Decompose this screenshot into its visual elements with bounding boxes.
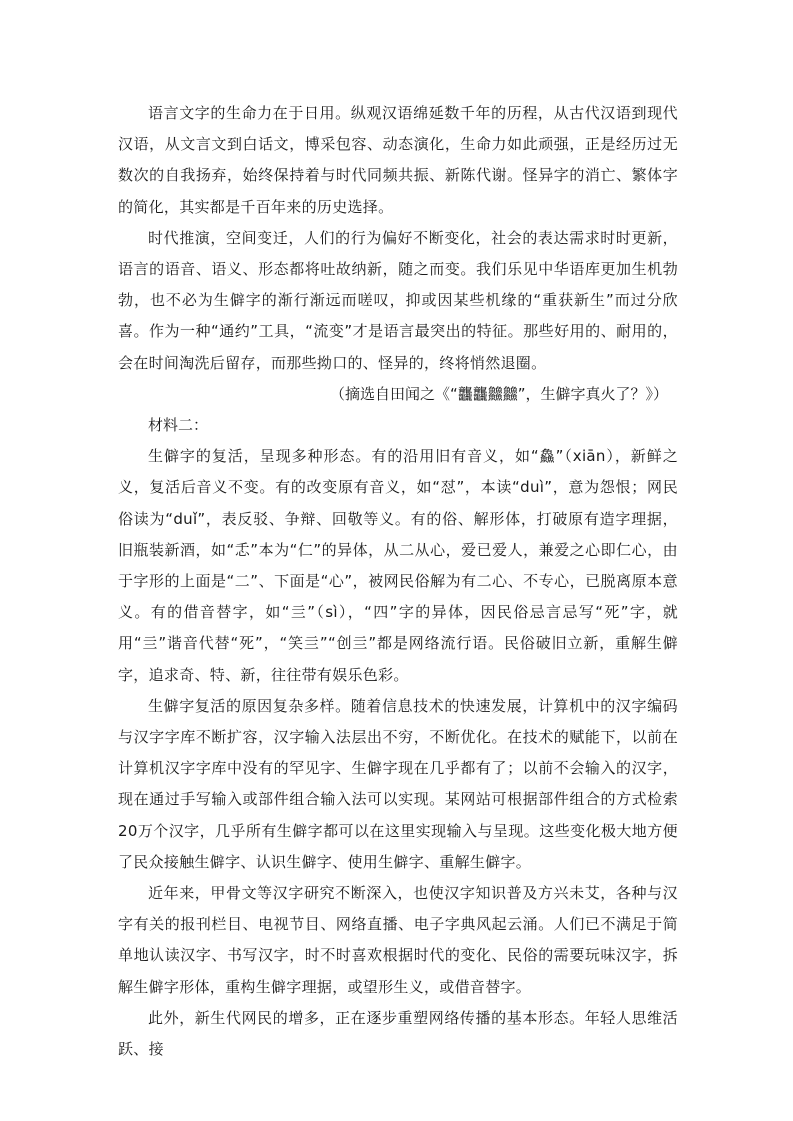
source-citation: （摘选自田闻之《“龘龘䲜䲜”，生僻字真火了？》） bbox=[329, 384, 668, 403]
paragraph-4: 生僻字复活的原因复杂多样。随着信息技术的快速发展，计算机中的汉字编码与汉字字库不断扩容，汉字输入法层出不穷，不断优化。在技术的赋能下，以前在计算机汉字字库中没有的罕见字、生僻字现在几乎都有了；以前不会输入的汉字，现在通过手写输入或部件组合输入法可以实现。某网站可根据部件组合的方式检索 20万个汉字，几乎所有生僻字都可以在这里实现输入与呈现。这些变化极大地方便了民众接触生僻字、认识生僻字、使用生僻字、重解生僻字。 bbox=[118, 696, 678, 871]
document-body bbox=[118, 98, 678, 1065]
section-heading: 材料二： bbox=[148, 416, 209, 435]
paragraph-2: 时代推演，空间变迁，人们的行为偏好不断变化，社会的表达需求时时更新，语言的语音、语义、形态都将吐故纳新，随之而变。我们乐见中华语库更加生机勃勃，也不必为生僻字的渐行渐远而嗟叹，抑或因某些机缘的“重获新生”而过分欣喜。作为一种“通约”工具，“流变”才是语言最突出的特征。那些好用的、耐用的，会在时间淘洗后留存，而那些拗口的、怪异的，终将悄然退圈。 bbox=[118, 228, 678, 372]
paragraph-6: 此外，新生代网民的增多，正在逐步重塑网络传播的基本形态。年轻人思维活跃、接 bbox=[118, 1008, 678, 1059]
paragraph-3: 生僻字的复活，呈现多种形态。有的沿用旧有音义，如“鱻”（xiān），新鲜之义，复活后音义不变。有的改变原有音义，如“怼”，本读“duì”，意为怨恨；网民俗读为“duǐ”，表反驳、争辩、回敬等义。有的俗、解形体，打破原有造字理据，旧瓶装新酒，如“忎”本为“仁”的异体，从二从心，爱已爱人，兼爱之心即仁心，由于字形的上面是“二”、下面是“心”，被网民俗解为有二心、不专心，已脱离原本意义。有的借音替字，如“亖”（sì），“四”字的异体，因民俗忌言忌写“死”字，就用“亖”谐音代替“死”，“笑亖”“创亖”都是网络流行语。民俗破旧立新，重解生僻字，追求奇、特、新，往往带有娱乐色彩。 bbox=[118, 447, 678, 684]
paragraph-5: 近年来，甲骨文等汉字研究不断深入，也使汉字知识普及方兴未艾，各种与汉字有关的报刊栏目、电视节目、网络直播、电子字典风起云涌。人们已不满足于简单地认读汉字、书写汉字，时不时喜欢根据时代的变化、民俗的需要玩味汉字，拆解生僻字形体，重构生僻字理据，或望形生义，或借音替字。 bbox=[118, 884, 678, 996]
paragraph-1: 语言文字的生命力在于日用。纵观汉语绵延数千年的历程，从古代汉语到现代汉语，从文言文到白话文，博采包容、动态演化，生命力如此顽强，正是经历过无数次的自我扬弃，始终保持着与时代同频共振、新陈代谢。怪异字的消亡、繁体字的简化，其实都是千百年来的历史选择。 bbox=[118, 104, 678, 216]
